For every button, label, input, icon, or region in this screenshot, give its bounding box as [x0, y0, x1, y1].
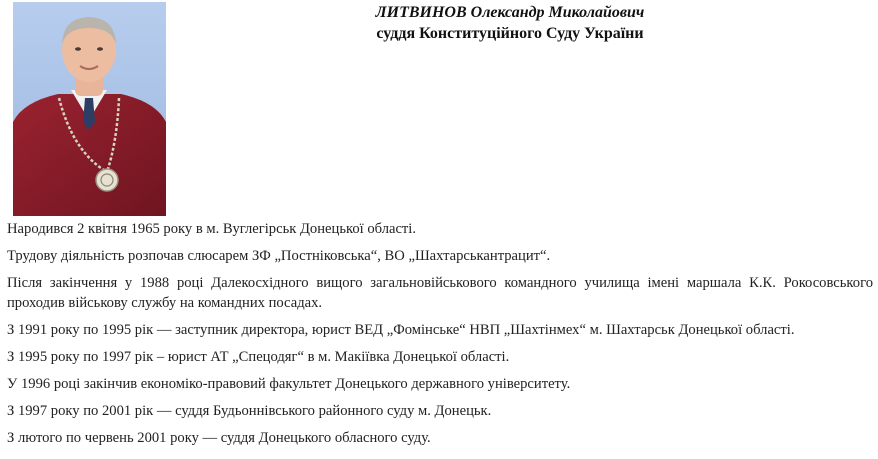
- page-header: [290, 2, 730, 44]
- bio-paragraph: З лютого по червень 2001 року — суддя Донецького обласного суду.: [7, 430, 431, 446]
- bio-paragraph: Трудову діяльність розпочав слюсарем ЗФ „Постніковська“, ВО „Шахтарськантрацит“.: [7, 248, 551, 264]
- bio-paragraph: Після закінчення у 1988 році Далекосхідного вищого загальновійськового командного училища імені маршала К.К. Рокосовського проходив військову службу на командних посадах.: [7, 275, 873, 311]
- judge-name: ЛИТВИНОВ Олександр Миколайович: [375, 4, 645, 21]
- bio-paragraph: З 1997 року по 2001 рік — суддя Будьоннівського районного суду м. Донецьк.: [7, 403, 492, 419]
- judge-portrait: [13, 2, 166, 216]
- judge-portrait-photo-icon: [13, 2, 166, 216]
- bio-paragraph: Народився 2 квітня 1965 року в м. Вуглегірськ Донецької області.: [7, 221, 417, 237]
- bio-paragraph: З 1995 року по 1997 рік – юрист АТ „Спецодяг“ в м. Макіївка Донецької області.: [7, 349, 510, 365]
- bio-paragraph: З 1991 року по 1995 рік — заступник директора, юрист ВЕД „Фомінське“ НВП „Шахтінмех“ м. Шахтарськ Донецької області.: [7, 322, 795, 338]
- judge-position: суддя Конституційного Суду України: [376, 25, 644, 42]
- bio-paragraph: У 1996 році закінчив економіко-правовий факультет Донецького державного університету.: [7, 376, 571, 392]
- biography: [7, 219, 873, 455]
